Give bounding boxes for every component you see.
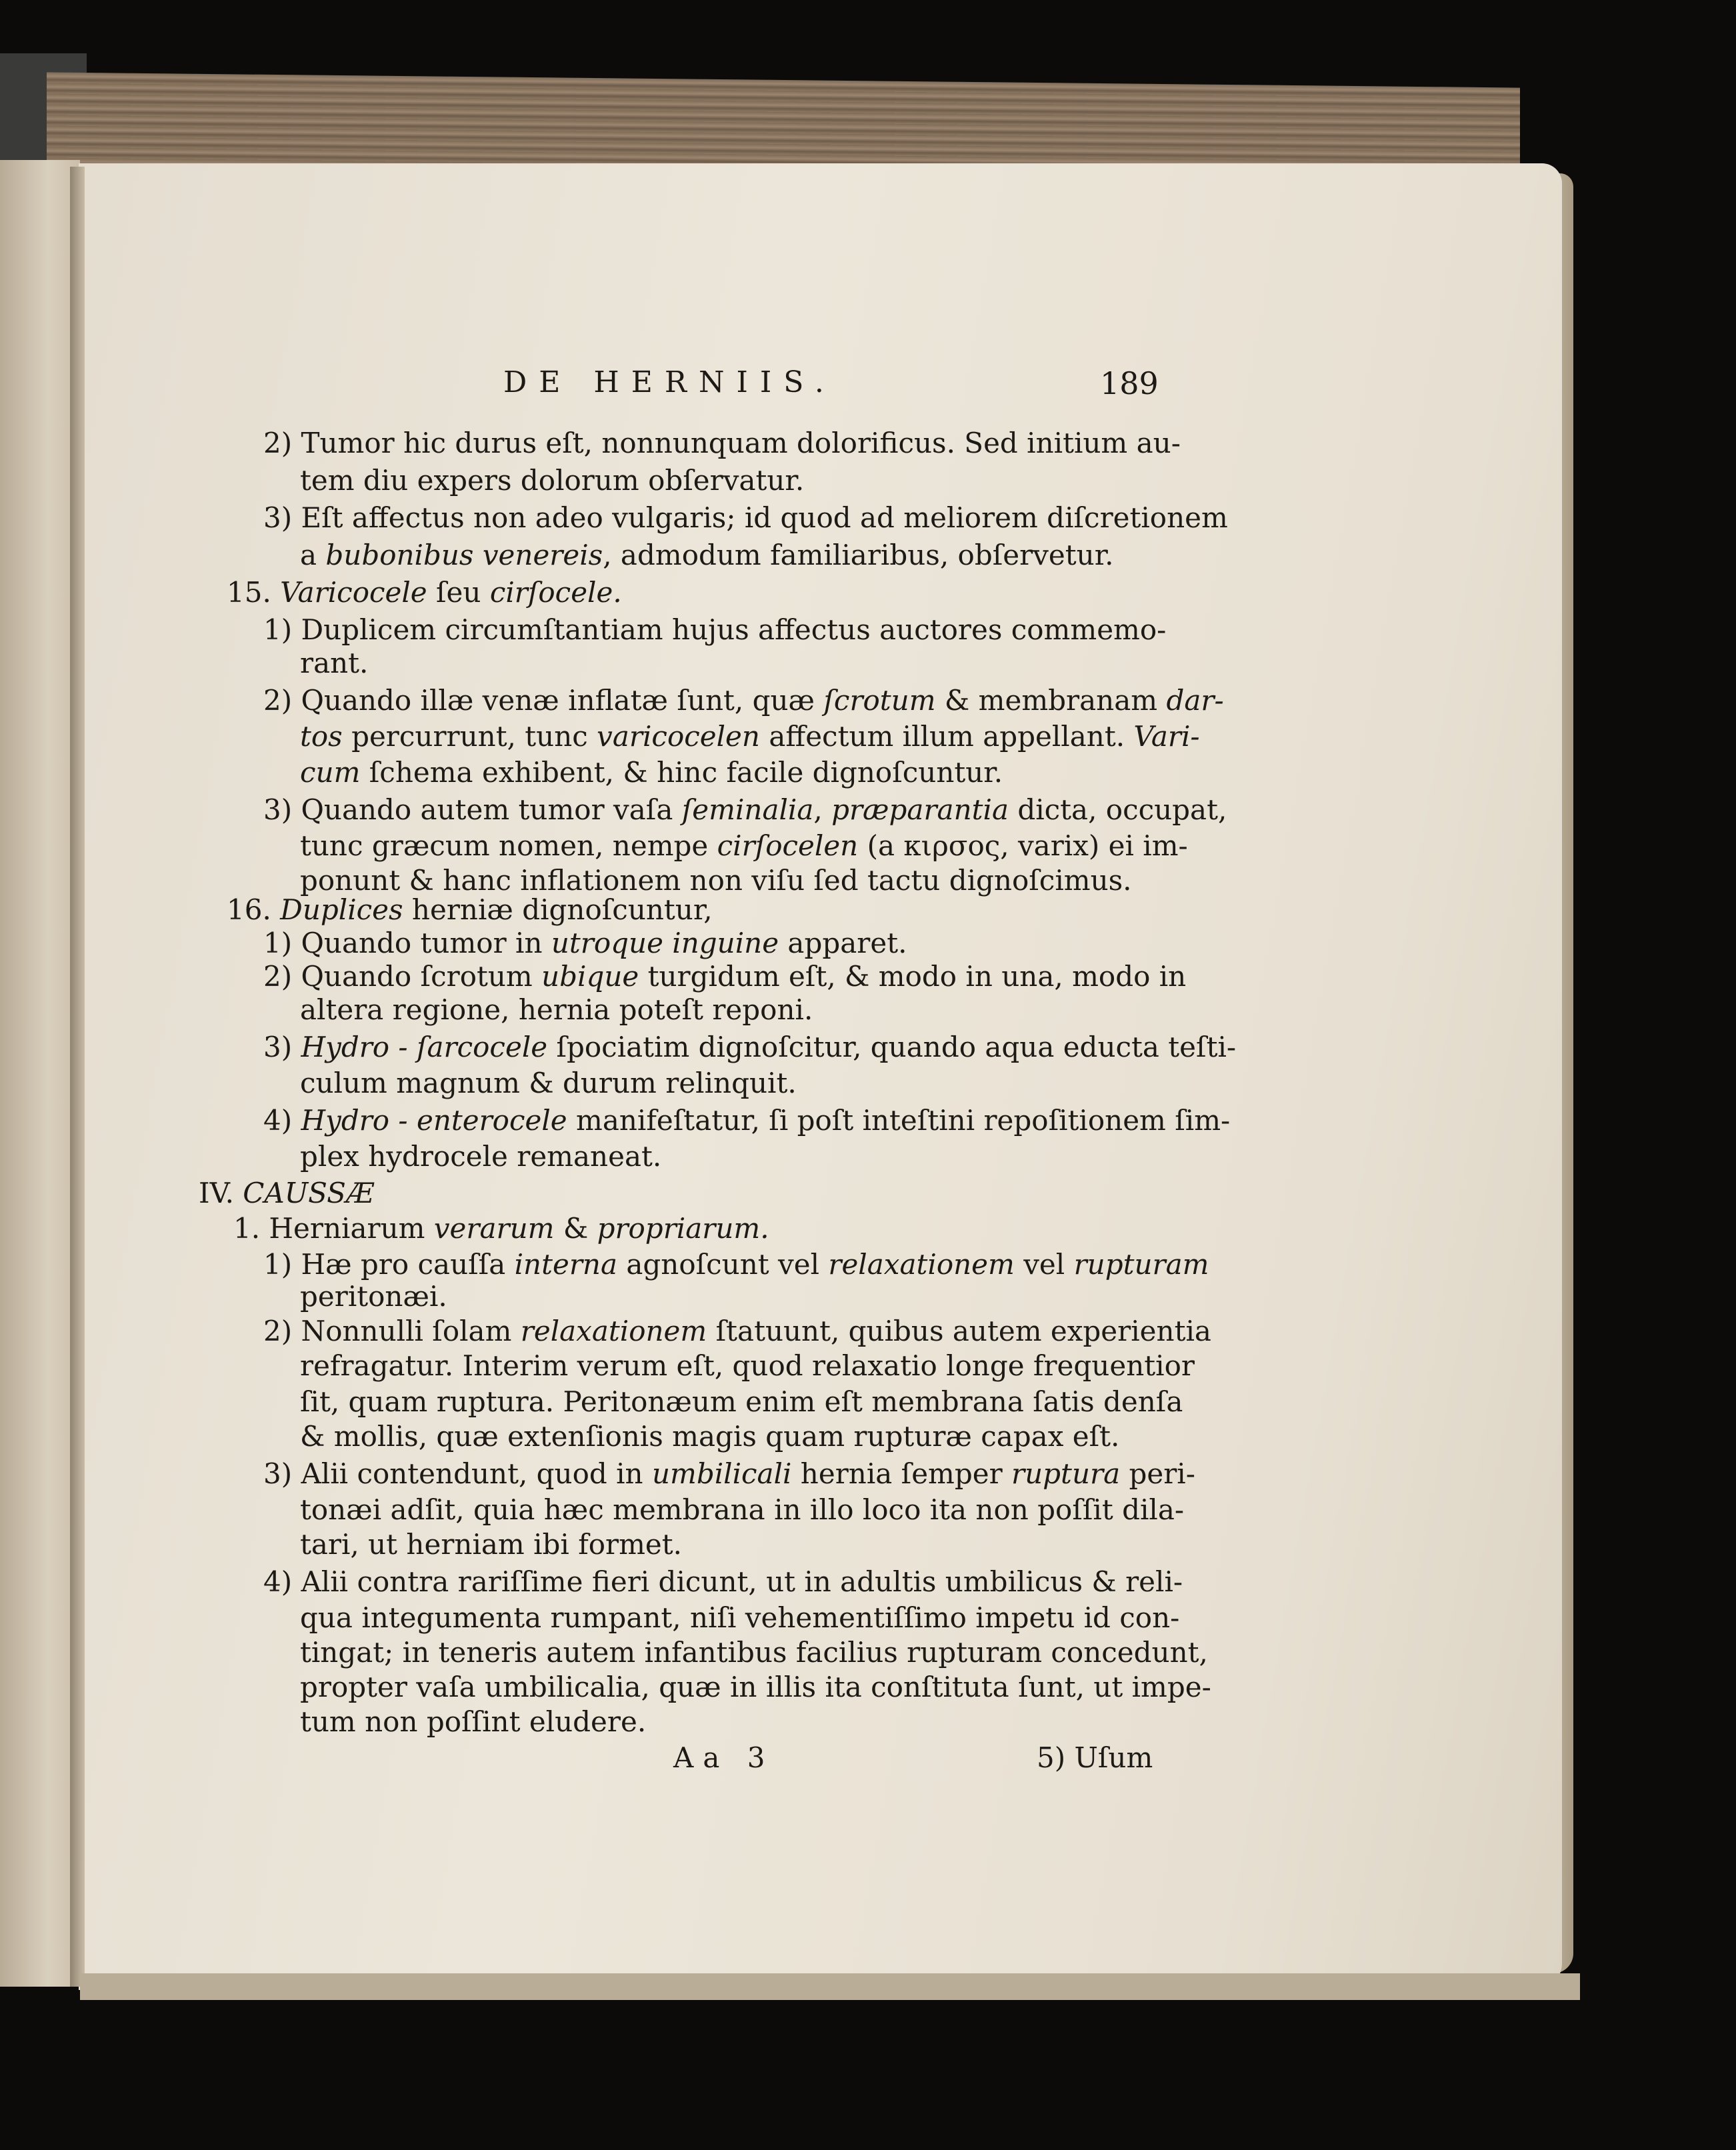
text-span: 1) Duplicem circumſtantiam hujus affectus auctores commemo- <box>263 613 1167 646</box>
text-span: & mollis, quæ extenſionis magis quam rupturæ capax eſt. <box>300 1420 1120 1453</box>
text-span: qua integumenta rumpant, niſi vehementiſſimo impetu id con- <box>300 1601 1180 1634</box>
text-line <box>300 1636 1208 1669</box>
text-span: ſit, quam ruptura. Peritonæum enim eſt membrana ſatis denſa <box>300 1385 1183 1418</box>
text-line <box>300 1528 682 1561</box>
text-span: culum magnum & durum relinquit. <box>300 1067 797 1099</box>
page-number: 189 <box>1100 365 1159 401</box>
text-span: a <box>300 539 326 571</box>
italic-text: dar- <box>1166 684 1224 717</box>
italic-text: utroque inguine <box>551 927 779 959</box>
italic-text: verarum <box>433 1212 555 1245</box>
text-line <box>263 684 1224 717</box>
italic-text: ſeminalia <box>681 793 814 826</box>
italic-text: Varicocele <box>280 576 427 609</box>
text-span: tonæi adſit, quia hæc membrana in illo loco ita non poſſit dila- <box>300 1493 1185 1526</box>
italic-text: varicocelen <box>597 720 760 753</box>
text-line <box>300 539 1114 572</box>
running-header: DE HERNIIS. <box>503 365 836 399</box>
text-line <box>300 1705 646 1739</box>
text-line <box>263 501 1228 535</box>
text-line <box>263 927 907 960</box>
text-span: refragatur. Interim verum eſt, quod relaxatio longe frequentior <box>300 1349 1195 1382</box>
text-span: , <box>813 793 832 826</box>
text-span: 1) Quando tumor in <box>263 927 551 959</box>
italic-text: bubonibus venereis <box>325 539 603 571</box>
text-span: IV. <box>199 1177 243 1209</box>
italic-text: cirſocele. <box>489 576 622 609</box>
text-span: 1. Herniarum <box>233 1212 434 1245</box>
italic-text: CAUSSÆ <box>243 1177 374 1209</box>
catchword: 5) Uſum <box>1037 1741 1153 1774</box>
italic-text: tos <box>300 720 343 753</box>
text-span: propter vaſa umbilicalia, quæ in illis ita conſtituta ſunt, ut impe- <box>300 1671 1211 1703</box>
text-line <box>300 1140 661 1173</box>
text-span: ſpociatim dignoſcitur, quando aqua educta teſti- <box>547 1031 1237 1063</box>
text-span: 3) Eſt affectus non adeo vulgaris; id quod ad meliorem diſcretionem <box>263 501 1228 534</box>
text-line <box>199 1177 374 1210</box>
text-span: percurrunt, tunc <box>342 720 597 753</box>
text-line <box>300 647 368 680</box>
text-line <box>263 793 1227 827</box>
italic-text: rupturam <box>1073 1248 1209 1281</box>
text-line <box>300 864 1132 897</box>
text-span: tum non poſſint eludere. <box>300 1705 647 1738</box>
italic-text: umbilicali <box>651 1457 792 1490</box>
signature-mark: Aa 3 <box>673 1741 775 1774</box>
text-line <box>263 960 1186 993</box>
text-line <box>227 576 622 609</box>
italic-text: Hydro - ſarcocele <box>301 1031 548 1063</box>
text-span: herniæ dignoſcuntur, <box>403 893 713 926</box>
text-span: 16. <box>227 893 281 926</box>
text-span: ſeu <box>427 576 490 609</box>
text-span: ſtatuunt, quibus autem experientia <box>707 1315 1211 1347</box>
text-span: 2) Tumor hic durus eſt, nonnunquam dolorificus. Sed initium au- <box>263 427 1181 459</box>
italic-text: præparantia <box>831 793 1009 826</box>
text-span: & membranam <box>935 684 1167 717</box>
text-span: peritonæi. <box>300 1280 447 1313</box>
text-line <box>300 993 813 1027</box>
text-span: vel <box>1014 1248 1074 1281</box>
italic-text: Duplices <box>280 893 403 926</box>
text-span: tingat; in teneris autem infantibus facilius rupturam concedunt, <box>300 1636 1208 1669</box>
text-span: 2) Quando illæ venæ inflatæ ſunt, quæ <box>263 684 824 717</box>
text-span: tunc græcum nomen, nempe <box>300 829 717 862</box>
text-span: tem diu expers dolorum obſervatur. <box>300 464 805 497</box>
text-line <box>300 1067 797 1100</box>
text-line <box>300 720 1200 753</box>
text-span: manifeſtatur, ſi poſt inteſtini repoſitionem ſim- <box>567 1104 1231 1137</box>
text-line <box>263 613 1166 647</box>
text-span: hernia ſemper <box>791 1457 1012 1490</box>
text-span: 15. <box>227 576 281 609</box>
text-span: (a κιρσος, varix) ei im- <box>858 829 1188 862</box>
italic-text: ubique <box>541 960 639 993</box>
text-span: & <box>554 1212 597 1245</box>
italic-text: relaxationem <box>520 1315 707 1347</box>
italic-text: cum <box>300 756 361 789</box>
text-line <box>300 829 1188 863</box>
text-span: rant. <box>300 647 369 679</box>
text-line <box>263 1104 1230 1137</box>
text-span: 1) Hæ pro cauſſa <box>263 1248 515 1281</box>
text-line <box>227 893 713 927</box>
text-span: dicta, occupat, <box>1008 793 1227 826</box>
text-line <box>300 1385 1183 1419</box>
text-span: plex hydrocele remaneat. <box>300 1140 662 1173</box>
text-line <box>263 1315 1211 1348</box>
text-line <box>300 1280 447 1313</box>
text-span: 4) <box>263 1104 301 1137</box>
text-line <box>300 464 804 497</box>
text-span: turgidum eſt, & modo in una, modo in <box>639 960 1187 993</box>
text-line <box>300 1601 1179 1635</box>
italic-text: propriarum. <box>597 1212 769 1245</box>
text-line <box>263 1457 1195 1491</box>
text-span: 3) Alii contendunt, quod in <box>263 1457 652 1490</box>
text-line <box>263 1031 1236 1064</box>
text-line <box>263 427 1181 460</box>
italic-text: Vari- <box>1133 720 1200 753</box>
text-span: agnoſcunt vel <box>617 1248 829 1281</box>
italic-text: interna <box>514 1248 617 1281</box>
text-line <box>300 1671 1211 1704</box>
text-span: altera regione, hernia poteſt reponi. <box>300 993 813 1026</box>
text-span: 2) Quando ſcrotum <box>263 960 542 993</box>
italic-text: ſcrotum <box>823 684 936 717</box>
text-span: peri- <box>1120 1457 1195 1490</box>
text-span: tari, ut herniam ibi formet. <box>300 1528 683 1561</box>
text-span: 2) Nonnulli ſolam <box>263 1315 521 1347</box>
text-span: ponunt & hanc inflationem non viſu ſed tactu dignoſcimus. <box>300 864 1132 897</box>
italic-text: ruptura <box>1011 1457 1121 1490</box>
text-line <box>233 1212 769 1245</box>
text-span: 3) Quando autem tumor vaſa <box>263 793 682 826</box>
italic-text: cirſocelen <box>717 829 859 862</box>
text-span: , admodum familiaribus, obſervetur. <box>603 539 1114 571</box>
text-line <box>300 756 1003 789</box>
text-span: 4) Alii contra rariſſime fieri dicunt, ut in adultis umbilicus & reli- <box>263 1565 1183 1598</box>
text-span: 3) <box>263 1031 301 1063</box>
text-line <box>300 1349 1195 1383</box>
text-span: ſchema exhibent, & hinc facile dignoſcuntur. <box>360 756 1003 789</box>
text-line <box>300 1493 1184 1527</box>
italic-text: relaxationem <box>828 1248 1015 1281</box>
italic-text: Hydro - enterocele <box>301 1104 567 1137</box>
text-span: affectum illum appellant. <box>759 720 1134 753</box>
text-span: apparet. <box>779 927 907 959</box>
text-line <box>263 1248 1209 1281</box>
text-line <box>263 1565 1183 1599</box>
text-line <box>300 1420 1119 1453</box>
